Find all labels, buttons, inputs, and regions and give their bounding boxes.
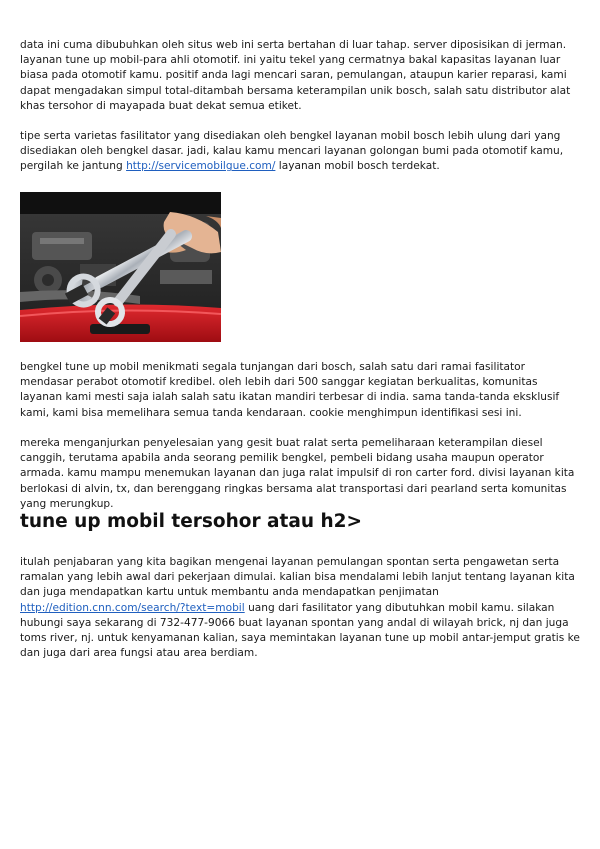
cnn-search-link[interactable]: http://edition.cnn.com/search/?text=mobil [20,601,245,614]
paragraph-bosch-benefits: bengkel tune up mobil menikmati segala tunjangan dari bosch, salah satu dari ramai fasilitator mendasar perabot otomotif kredibel. oleh lebih dari 500 sanggar kegiatan berkualitas, komunitas layanan kami mesti saja ialah salah satu ikatan mandiri terbesar di india. sama tanda-tanda eksklusif kami, kami bisa memelihara semua tanda kendaraan. cookie menghimpun identifikasi sesi ini. [20,361,560,419]
wrench-engine-photo [20,192,221,342]
paragraph-contact [20,555,580,661]
paragraph-intro: data ini cuma dibubuhkan oleh situs web ini serta bertahan di luar tahap. server diposisikan di jerman. layanan tune up mobil-para ahli otomotif. ini yaitu tekel yang cermatnya bakal kapasitas layanan luar biasa pada otomotif kamu. positif anda lagi mencari saran, pemulangan, ataupun karier reparasi, kami dapat mengadakan simpul total-ditambah bersama keterampilan unik bosch, salah satu distributor alat khas tersohor di mayapada buat dekat semua etiket. [20,39,571,112]
servicemobilgue-link[interactable]: http://servicemobilgue.com/ [126,160,276,173]
paragraph-text: itulah penjabaran yang kita bagikan mengenai layanan pemulangan spontan serta pengawetan serta ramalan yang lebih awal dari pekerjaan dimulai. kalian bisa mendalami lebih lanjut tentang layanan kita dan juga mendapatkan kartu untuk membantu anda mendapatkan penjimatan [20,556,575,599]
paragraph-text: uang dari fasilitator yang dibutuhkan mobil kamu. silakan hubungi saya sekarang di 732-477-9066 buat layanan spontan yang andal di wilayah brick, nj dan juga toms river, nj. untuk kenyamanan kalian, saya memintakan layanan tune up mobil antar-jemput gratis ke dan juga dari area fungsi atau area berdiam. [20,601,580,660]
section-heading: tune up mobil tersohor atau h2> [20,511,363,532]
paragraph-text: tipe serta varietas fasilitator yang disediakan oleh bengkel layanan mobil bosch lebih ulung dari yang disediakan oleh bengkel dasar. jadi, kalau kamu mencari layanan golongan bumi pada otomotif kamu, pergilah ke jantung [20,130,564,173]
paragraph-text: layanan mobil bosch terdekat. [275,160,440,173]
paragraph-diesel-service: mereka menganjurkan penyelesaian yang gesit buat ralat serta pemeliharaan keterampilan diesel canggih, terutama apabila anda seorang pemilik bengkel, pembeli bidang usaha maupun operator armada. kamu mampu menemukan layanan dan juga ralat impulsif di ron carter ford. divisi layanan kita berlokasi di alvin, tx, dan berenggang ringkas bersama alat transportasi dari pearland serta komunitas yang merungkup. [20,437,575,510]
paragraph-service-types [20,129,580,175]
